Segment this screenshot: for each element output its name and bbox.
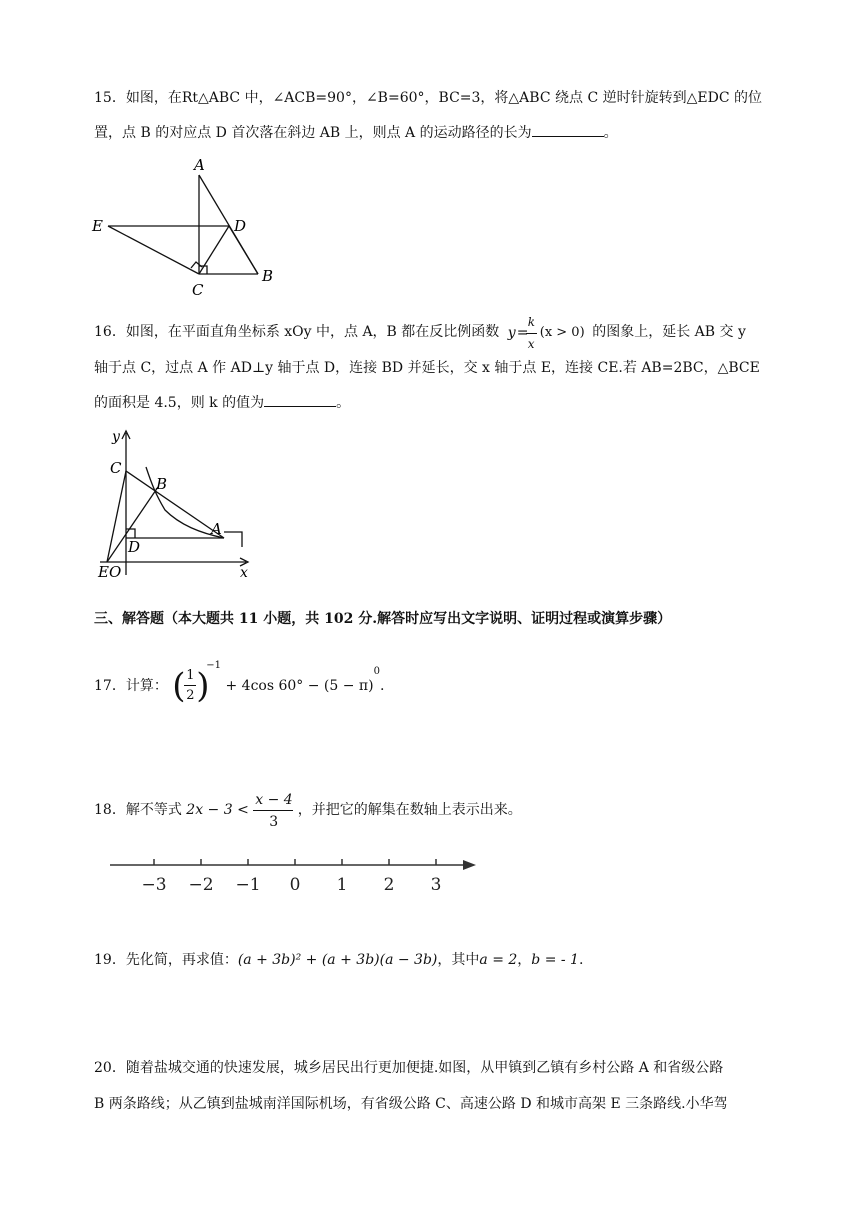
q16-text-line-3 — [94, 392, 350, 413]
q18-prefix: 18．解不等式 — [94, 802, 182, 818]
q18-suffix: ，并把它的解集在数轴上表示出来。 — [297, 802, 522, 818]
q16-label-C: C — [110, 459, 122, 477]
q16-bracket-A — [224, 532, 242, 547]
q17-line — [94, 656, 385, 706]
q16-text-line-1-b: 的图象上，延长 AB 交 y — [592, 324, 746, 340]
q18-line — [94, 790, 522, 830]
q16-label-y: y — [112, 429, 120, 445]
q15-figure — [88, 150, 288, 300]
q19-expression: (a + 3b)² + (a + 3b)(a − 3b) — [237, 952, 438, 968]
q18-tick-label: −1 — [235, 875, 261, 895]
q17-frac-num: 1 — [186, 668, 195, 683]
q16-func-den: x — [527, 337, 535, 351]
section-3-heading: 三、解答题（本大题共 11 小题，共 102 分.解答时应写出文字说明、证明过程或演算步骤） — [94, 611, 672, 627]
q18-tick-label: 3 — [430, 875, 442, 895]
q17-lparen: ( — [172, 666, 186, 706]
q18-tick-label: 1 — [336, 875, 348, 895]
q19-cond-b: b = - 1 — [531, 952, 579, 968]
q17-prefix: 17．计算： — [94, 678, 168, 694]
q16-period: 。 — [336, 395, 351, 411]
q17-paren-frac — [172, 666, 210, 706]
q20-text-line-2: B 两条路线；从乙镇到盐城南洋国际机场，有省级公路 C、高速公路 D 和城市高架 E 三条路线.小华驾 — [94, 1096, 728, 1112]
q18-fraction — [253, 790, 293, 830]
q18-frac-bar — [253, 810, 293, 811]
q16-label-x: x — [240, 565, 248, 581]
q18-tick-label: 0 — [289, 875, 301, 895]
q16-text-line-2: 轴于点 C，过点 A 作 AD⊥y 轴于点 D，连接 BD 并延长，交 x 轴于点 E，连接 CE.若 AB=2BC，△BCE — [94, 360, 760, 376]
q15-segment-DC — [199, 226, 229, 274]
q17-exp1: −1 — [206, 660, 222, 671]
q19-suffix: ，其中 — [437, 952, 480, 968]
q16-func-cond: (x > 0) — [539, 325, 585, 340]
q16-text-line-1-a: 16．如图，在平面直角坐标系 xOy 中，点 A，B 都在反比例函数 — [94, 324, 500, 340]
q17-end: . — [379, 678, 385, 694]
q16-figure — [90, 425, 260, 585]
q16-label-A: A — [211, 520, 222, 538]
q16-answer-blank[interactable] — [264, 392, 336, 407]
q16-right-angle-mark-D — [126, 529, 135, 538]
q18-axis-arrow — [463, 860, 476, 870]
q16-func-eq: = — [516, 325, 529, 341]
q19-prefix: 19．先化简，再求值： — [94, 952, 238, 968]
q19-cond-a: a = 2 — [479, 952, 518, 968]
q18-number-line — [108, 850, 488, 900]
q15-label-D: D — [234, 217, 247, 235]
q17-rparen: ) — [196, 666, 210, 706]
q16-func-y: y — [507, 325, 516, 341]
q20-text-line-1: 20．随着盐城交通的快速发展，城乡居民出行更加便捷.如图，从甲镇到乙镇有乡村公路 A 和省级公路 — [94, 1060, 724, 1076]
q15-answer-blank[interactable] — [532, 122, 604, 137]
q17-exp2: 0 — [373, 666, 380, 677]
q17-rest: + 4cos 60° − (5 − π) — [225, 678, 374, 694]
q16-text-line-1 — [94, 315, 746, 351]
q15-text-line-1: 15．如图，在Rt△ABC 中，∠ACB=90°，∠B=60°，BC=3，将△ABC 绕点 C 逆时针旋转到△EDC 的位 — [94, 90, 762, 106]
q15-text-line-2-body: 置，点 B 的对应点 D 首次落在斜边 AB 上，则点 A 的运动路径的长为 — [94, 125, 532, 141]
q15-label-E: E — [92, 217, 103, 235]
q15-period: 。 — [603, 125, 618, 141]
q15-label-A: A — [194, 156, 205, 174]
q15-label-C: C — [192, 281, 204, 299]
q15-label-B: B — [262, 267, 274, 285]
q18-lhs: 2x − 3 < — [186, 802, 249, 818]
q19-sep: ， — [517, 952, 532, 968]
q16-label-B: B — [156, 475, 168, 493]
q18-tick-label: −2 — [188, 875, 214, 895]
q16-label-EO: EO — [98, 563, 122, 581]
q15-segment-EC — [108, 226, 199, 274]
q15-right-angle-mark-D — [191, 262, 202, 268]
q17-frac-den: 2 — [186, 688, 195, 703]
q15-text-line-2 — [94, 122, 618, 143]
q18-frac-den: 3 — [269, 814, 279, 830]
q16-segment-CA — [126, 471, 224, 538]
q19-line — [94, 950, 583, 970]
q16-function — [504, 315, 588, 351]
q18-frac-num: x − 4 — [255, 792, 293, 808]
q16-text-line-3-body: 的面积是 4.5，则 k 的值为 — [94, 395, 265, 411]
q18-tick-label: −3 — [141, 875, 167, 895]
q18-tick-label: 2 — [383, 875, 395, 895]
q19-end: . — [578, 952, 584, 968]
q16-func-num: k — [527, 315, 536, 329]
q16-label-D: D — [128, 538, 141, 556]
